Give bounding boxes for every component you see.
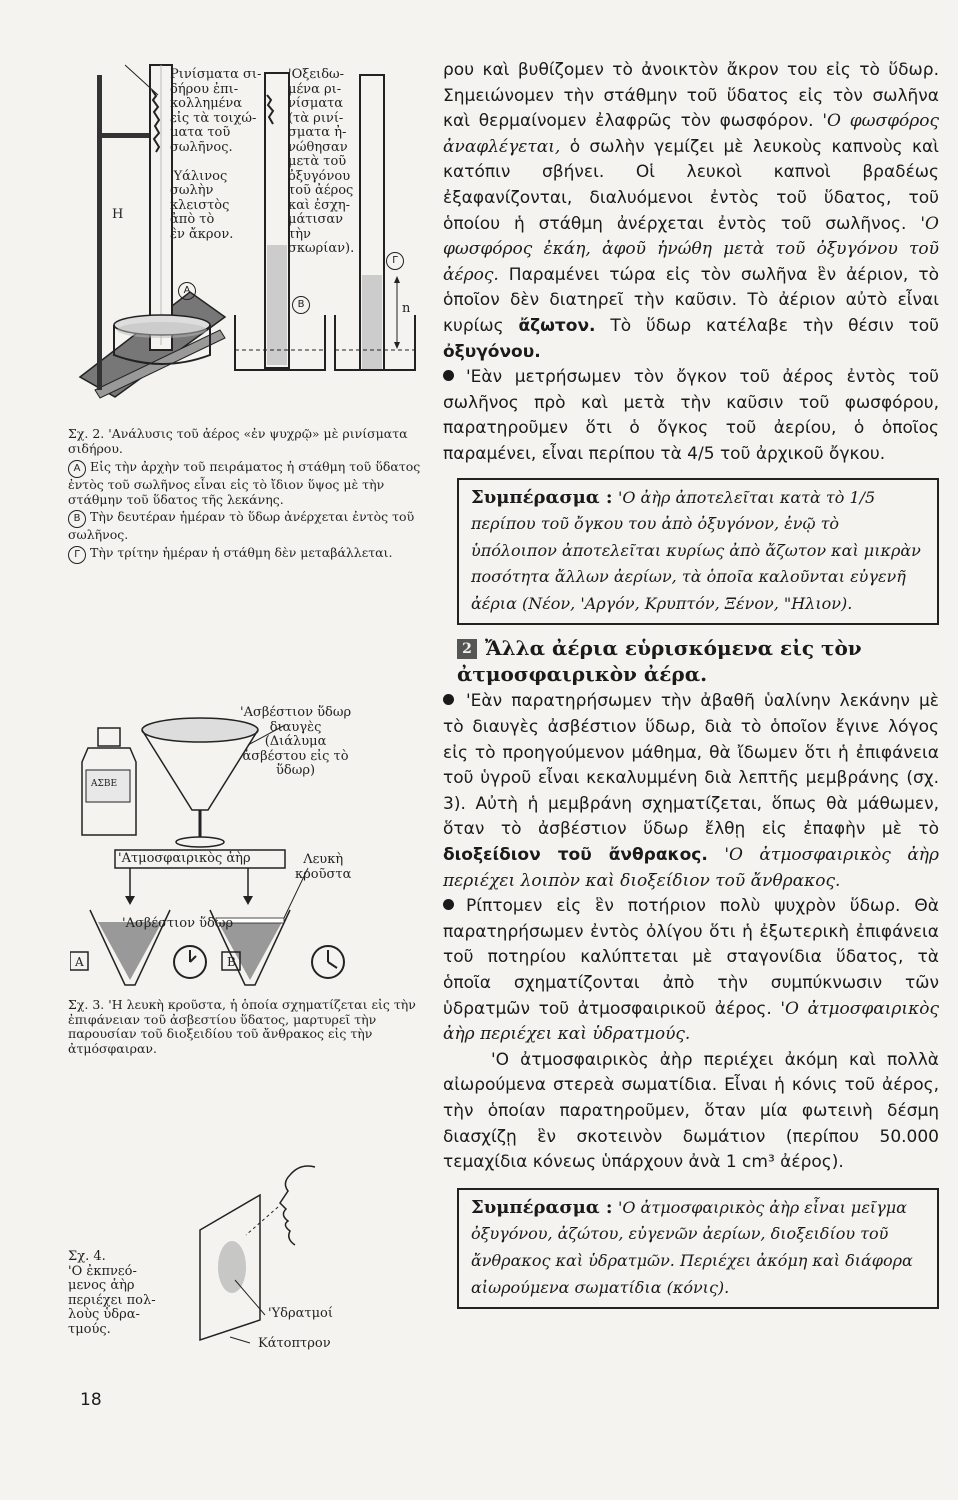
para1-text-b: ὁ σωλὴν γεμίζει μὲ λευκοὺς καπνοὺς καὶ κατόπιν σβήνει. Οἱ λευκοὶ καπνοὶ βραδέως ἐξαφανίζονται, διαλυόμενοι ἐντὸς τοῦ ὕδατος, τοῦ ὁποίου ἡ στάθμη ἀνέρχεται ἐντὸς τοῦ σωλῆνος. [443, 136, 939, 234]
paragraph-1 [443, 58, 939, 365]
section-2-title [457, 635, 939, 687]
conclusion-2-text: 'Ο ἀτμοσφαιρικὸς ἀὴρ εἶναι μεῖγμα ὀξυγόνου, ἀζώτου, εὐγενῶν ἀερίων, διοξειδίου τοῦ ἄνθρακος καὶ ὑδρατμῶν. Περιέχει ἀκόμη καὶ διάφορα αἰωρούμενα σωματίδια (κόνις). [471, 1197, 913, 1297]
fig2-caption-a-text: Εἰς τὴν ἀρχὴν τοῦ πειράματος ἡ στάθμη τοῦ ὕδατος ἐντὸς τοῦ σωλῆνος εἶναι εἰς τὸ ἴδιον ὕψος μὲ τὴν στάθμην τοῦ ὕδατος τῆς λεκάνης. [68, 459, 421, 507]
conclusion-box-1 [457, 478, 939, 626]
conclusion-1-heading: Συμπέρασμα : [471, 486, 613, 508]
para1-text-a: ρου καὶ βυθίζομεν τὸ ἀνοικτὸν ἄκρον του εἰς τὸ ὕδωρ. Σημειώνομεν τὴν στάθμην τοῦ ὕδατος εἰς τὸν σωλῆνα καὶ θερμαίνομεν ἐλαφρῶς τὸν φωσφόρον. [443, 60, 939, 132]
fig2-caption-a-marker: Α [68, 460, 86, 478]
fig2-caption-title: Σχ. 2. 'Ανάλυσις τοῦ ἀέρος «ἐν ψυχρῷ» μὲ ρινίσματα σιδήρου. [68, 426, 408, 456]
main-column [443, 58, 939, 1309]
paragraph-5 [443, 1048, 939, 1176]
fig2-caption-g-text: Τὴν τρίτην ἡμέραν ἡ στάθμη δὲν μεταβάλλεται. [90, 544, 393, 560]
para1-text-d: Τὸ ὕδωρ κατέλαβε τὴν θέσιν τοῦ [595, 315, 939, 336]
fig2-caption-g [68, 546, 423, 564]
fig3-crust-label: Λευκὴ κροῦστα [295, 852, 352, 882]
fig2-marker-h: Η [112, 207, 124, 222]
fig3-air-label: 'Ατμοσφαιρικὸς ἀὴρ [118, 851, 251, 866]
fig4-vapor-label: 'Υδρατμοί [268, 1306, 333, 1321]
bullet-icon [443, 899, 454, 910]
para3-text: 'Εὰν παρατηρήσωμεν τὴν ἀβαθῆ ὑαλίνην λεκάνην μὲ τὸ διαυγὲς ἀσβέστιον ὕδωρ, διὰ τὸ ὁποῖον ἔγινε λόγος εἰς τὸ προηγούμενον μάθημα, θὰ ἴδωμεν ὅτι ἡ ἐπιφάνεια τοῦ ὑγροῦ εἶναι κεκαλυμμένη διὰ λεπτῆς μεμβράνης (σχ. 3). Αὐτὴ ἡ μεμβράνη σχηματίζεται, ὅπως θὰ μάθωμεν, ὅταν τὸ ἀσβέστιον ὕδωρ ἔλθῃ εἰς ἐπαφὴν μὲ τὸ [443, 691, 939, 840]
fig3-caption: Σχ. 3. 'Η λευκὴ κροῦστα, ἡ ὁποία σχηματίζεται εἰς τὴν ἐπιφάνειαν τοῦ ἀσβεστίου ὕδατος, μαρτυρεῖ τὴν παρουσίαν τοῦ διοξειδίου τοῦ ἄνθρακος εἰς τὴν ἀτμόσφαιραν. [68, 997, 416, 1056]
para1-bold-oxygen: ὀξυγόνου. [443, 341, 541, 362]
fig2-marker-a: Α [178, 278, 200, 300]
conclusion-box-2 [457, 1188, 939, 1309]
fig3-lime-label: 'Ασβέστιον ὕδωρ [122, 916, 234, 931]
paragraph-4 [443, 894, 939, 1048]
fig3-box-b: Β [227, 955, 236, 969]
fig2-caption-b-text: Τὴν δευτέραν ἡμέραν τὸ ὕδωρ ἀνέρχεται ἐντὸς τοῦ σωλῆνος. [68, 509, 415, 542]
para4-text: Ρίπτομεν εἰς ἓν ποτήριον πολὺ ψυχρὸν ὕδωρ. Θὰ παρατηρήσωμεν ἐντὸς ὀλίγου ὅτι ἡ ἐξωτερικὴ ἐπιφάνεια τοῦ ποτηρίου καλύπτεται μὲ σταγονίδια ὕδατος, τὰ ὁποῖα σχηματίζονται ἀπὸ τὴν συμπύκνωσιν τῶν ὑδρατμῶν τοῦ ἀτμοσφαιρικοῦ ἀέρος. [443, 896, 939, 1019]
fig2-left-label: Ρινίσματα σι- δήρου ἐπι- κολλημένα εἰς τὰ τοιχώ- ματα τοῦ σωλῆνος. 'Υάλινος σωλὴν κλειστὸς ἀπὸ τὸ ἓν ἄκρον. [170, 67, 262, 242]
conclusion-1-text: 'Ο ἀὴρ ἀποτελεῖται κατὰ τὸ 1/5 περίπου τοῦ ὄγκου του ἀπὸ ὀξυγόνον, ἐνῷ τὸ ὑπόλοιπον ἀποτελεῖται κυρίως ἀπὸ ἄζωτον καὶ μικρὰν ποσότητα ἄλλων ἀερίων, τὰ ὁποῖα καλοῦνται εὐγενῆ ἀέρια (Νέον, 'Αργόν, Κρυπτόν, Ξένον, "Ηλιον). [471, 487, 921, 613]
para3-bold: διοξείδιον τοῦ ἄνθρακος. [443, 845, 708, 866]
section-number: 2 [457, 639, 477, 659]
fig4-caption: Σχ. 4. 'Ο ἐκπνεό- μενος ἀὴρ περιέχει πολ- λοὺς ὑδρα- τμούς. [68, 1249, 156, 1337]
section-title-text: Ἄλλα ἀέρια εὑρισκόμενα εἰς τὸν ἀτμοσφαιρικὸν ἀέρα. [457, 636, 862, 687]
para4-italic: 'Ο ἀτμοσφαιρικὸς ἀὴρ περιέχει καὶ ὑδρατμούς. [443, 998, 939, 1045]
fig3-bottle-label: ΑΣΒΕ [91, 779, 118, 789]
fig2-right-label: 'Οξειδω- μένα ρι- νίσματα (τὰ ρινί- σματα ἠ- νώθησαν μετὰ τοῦ ὀξυγόνου τοῦ ἀέρος καὶ ἐσχη- μάτισαν τὴν σκωρίαν). [288, 67, 355, 256]
fig2-caption [68, 427, 423, 564]
fig2-marker-n: n [402, 301, 411, 316]
para1-italic-1: 'Ο φωσφόρος ἀναφλέγεται, [443, 111, 939, 157]
conclusion-2-heading: Συμπέρασμα : [471, 1196, 613, 1218]
para1-text-c: Παραμένει τώρα εἰς τὸν σωλῆνα ἓν ἀέριον, τὸ ὁποῖον δὲν διατηρεῖ τὴν καῦσιν. Τὸ ἀέριον αὐτὸ εἶναι κυρίως [443, 264, 939, 336]
fig2-caption-a [68, 460, 423, 507]
paragraph-2 [443, 365, 939, 467]
para1-bold-nitrogen: ἄζωτον. [518, 315, 596, 336]
bullet-icon [443, 370, 454, 381]
para1-italic-2: 'Ο φωσφόρος ἐκάη, ἀφοῦ ἡνώθη μετὰ τοῦ ὀξυγόνου τοῦ ἀέρος. [443, 213, 939, 285]
bullet-icon [443, 694, 454, 705]
figure-4-drawing [150, 1155, 370, 1345]
para5-text: 'Ο ἀτμοσφαιρικὸς ἀὴρ περιέχει ἀκόμη καὶ πολλὰ αἰωρούμενα στερεὰ σωματίδια. Εἶναι ἡ κόνις τοῦ ἀέρος, τὴν ὁποίαν παρατηροῦμεν, ὅταν μία φωτεινὴ δέσμη διασχίζῃ ἓν σκοτεινὸν δωμάτιον (περίπου 50.000 τεμαχίδια κόνεως ὑπάρχουν ἀνὰ 1 cm³ ἀέρος). [443, 1049, 939, 1173]
fig2-marker-b: Β [292, 292, 314, 314]
page-number: 18 [80, 1390, 102, 1410]
para3-italic: 'Ο ἀτμοσφαιρικὸς ἀὴρ περιέχει λοιπὸν καὶ διοξείδιον τοῦ ἄνθρακος. [443, 845, 939, 891]
fig2-caption-b [68, 510, 423, 543]
fig2-caption-g-marker: Γ [68, 546, 86, 564]
fig2-marker-g: Γ [386, 248, 408, 270]
fig4-mirror-label: Κάτοπτρον [258, 1336, 331, 1351]
fig3-box-a: Α [75, 955, 84, 969]
paragraph-3 [443, 689, 939, 894]
para2-text: 'Εὰν μετρήσωμεν τὸν ὄγκον τοῦ ἀέρος ἐντὸς τοῦ σωλῆνος πρὸ καὶ μετὰ τὴν καῦσιν τοῦ φωσφόρου, παρατηροῦμεν ὅτι ὁ ὄγκος τοῦ ἀερίου, ὁ ὁποῖος παραμένει, εἶναι περίπου τὰ 4/5 τοῦ ἀρχικοῦ ὄγκου. [443, 367, 939, 464]
fig3-lime-water-label: 'Ασβέστιον ὕδωρ διαυγὲς (Διάλυμα ἀσβέστου εἰς τὸ ὕδωρ) [240, 705, 352, 778]
fig2-caption-b-marker: Β [68, 510, 86, 528]
